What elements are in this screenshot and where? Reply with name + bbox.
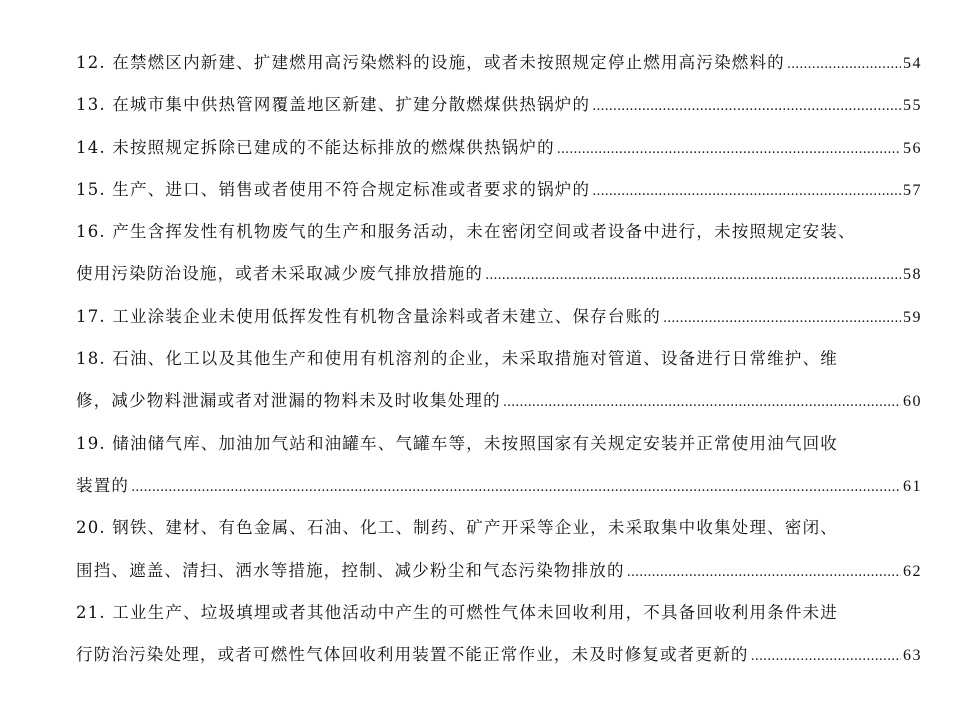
toc-entry-text: 19. 储油储气库、加油加气站和油罐车、气罐车等，未按照国家有关规定安装并正常使用油气回收 — [76, 433, 838, 453]
toc-entry-line — [76, 253, 922, 295]
toc-entry-text: 行防治污染处理，或者可燃性气体回收利用装置不能正常作业，未及时修复或者更新的 — [76, 645, 749, 665]
toc-page-number: 59 — [903, 308, 922, 326]
toc-page-number: 57 — [903, 181, 922, 199]
toc-entry-line — [76, 550, 922, 592]
toc-entry[interactable] — [76, 211, 922, 296]
toc-entry[interactable] — [76, 127, 922, 169]
dot-leader — [592, 171, 901, 213]
toc-entry-line — [76, 507, 922, 549]
dot-leader — [131, 467, 901, 509]
toc-entry-text: 15. 生产、进口、销售或者使用不符合规定标准或者要求的锅炉的 — [76, 179, 591, 199]
toc-entry[interactable] — [76, 42, 922, 84]
toc-page-number: 63 — [903, 647, 922, 665]
dot-leader — [663, 298, 901, 340]
toc-page-number: 60 — [903, 393, 922, 411]
toc-entry-line — [76, 211, 922, 253]
dot-leader — [503, 382, 901, 424]
toc-page-number: 62 — [903, 562, 922, 580]
toc-entry-line — [76, 634, 922, 676]
toc-entry-text: 16. 产生含挥发性有机物废气的生产和服务活动，未在密闭空间或者设备中进行，未按照规定安装、 — [76, 222, 856, 242]
toc-page-number: 61 — [903, 477, 922, 495]
dot-leader — [751, 636, 901, 678]
toc-entry[interactable] — [76, 338, 922, 423]
dot-leader — [485, 255, 901, 297]
toc-entry-text: 20. 钢铁、建材、有色金属、石油、化工、制药、矿产开采等企业，未采取集中收集处理、密闭、 — [76, 518, 838, 538]
toc-entry-text: 围挡、遮盖、清扫、洒水等措施，控制、减少粉尘和气态污染物排放的 — [76, 560, 625, 580]
toc-entry-text: 12. 在禁燃区内新建、扩建燃用高污染燃料的设施，或者未按照规定停止燃用高污染燃料的 — [76, 53, 785, 72]
toc-entry-line — [76, 42, 922, 84]
toc-entry-text: 17. 工业涂装企业未使用低挥发性有机物含量涂料或者未建立、保存台账的 — [76, 306, 661, 326]
toc-entry-line — [76, 127, 922, 169]
toc-entry-line — [76, 296, 922, 338]
toc-entry-line — [76, 465, 922, 507]
dot-leader — [557, 129, 901, 171]
toc-entry-line — [76, 380, 922, 422]
toc-entry-text: 使用污染防治设施，或者未采取减少废气排放措施的 — [76, 264, 484, 284]
toc-entry-text: 13. 在城市集中供热管网覆盖地区新建、扩建分散燃煤供热锅炉的 — [76, 95, 591, 115]
toc-entry-line — [76, 423, 922, 465]
toc-page-number: 55 — [903, 97, 922, 115]
toc-entry-text: 14. 未按照规定拆除已建成的不能达标排放的燃煤供热锅炉的 — [76, 137, 555, 157]
toc-entry[interactable] — [76, 296, 922, 338]
toc-page-number: 54 — [903, 55, 922, 72]
toc-page-number: 58 — [903, 266, 922, 284]
dot-leader — [787, 44, 901, 86]
toc-entry[interactable] — [76, 84, 922, 126]
toc-entry-line — [76, 592, 922, 634]
toc-entry-text: 装置的 — [76, 475, 130, 495]
toc-entry[interactable] — [76, 507, 922, 592]
dot-leader — [627, 552, 901, 594]
toc-entry-line — [76, 169, 922, 211]
toc-entry-line — [76, 338, 922, 380]
toc-entry[interactable] — [76, 169, 922, 211]
toc-entry-text: 18. 石油、化工以及其他生产和使用有机溶剂的企业，未采取措施对管道、设备进行日常维护、维 — [76, 349, 838, 369]
toc-entry-text: 21. 工业生产、垃圾填埋或者其他活动中产生的可燃性气体未回收利用，不具备回收利用条件未进 — [76, 602, 838, 622]
toc-entry[interactable] — [76, 423, 922, 508]
toc-entry[interactable] — [76, 592, 922, 677]
toc-entry-text: 修，减少物料泄漏或者对泄漏的物料未及时收集处理的 — [76, 391, 501, 411]
toc-entry-line — [76, 84, 922, 126]
table-of-contents — [76, 42, 922, 676]
toc-page-number: 56 — [903, 139, 922, 157]
dot-leader — [592, 86, 901, 128]
